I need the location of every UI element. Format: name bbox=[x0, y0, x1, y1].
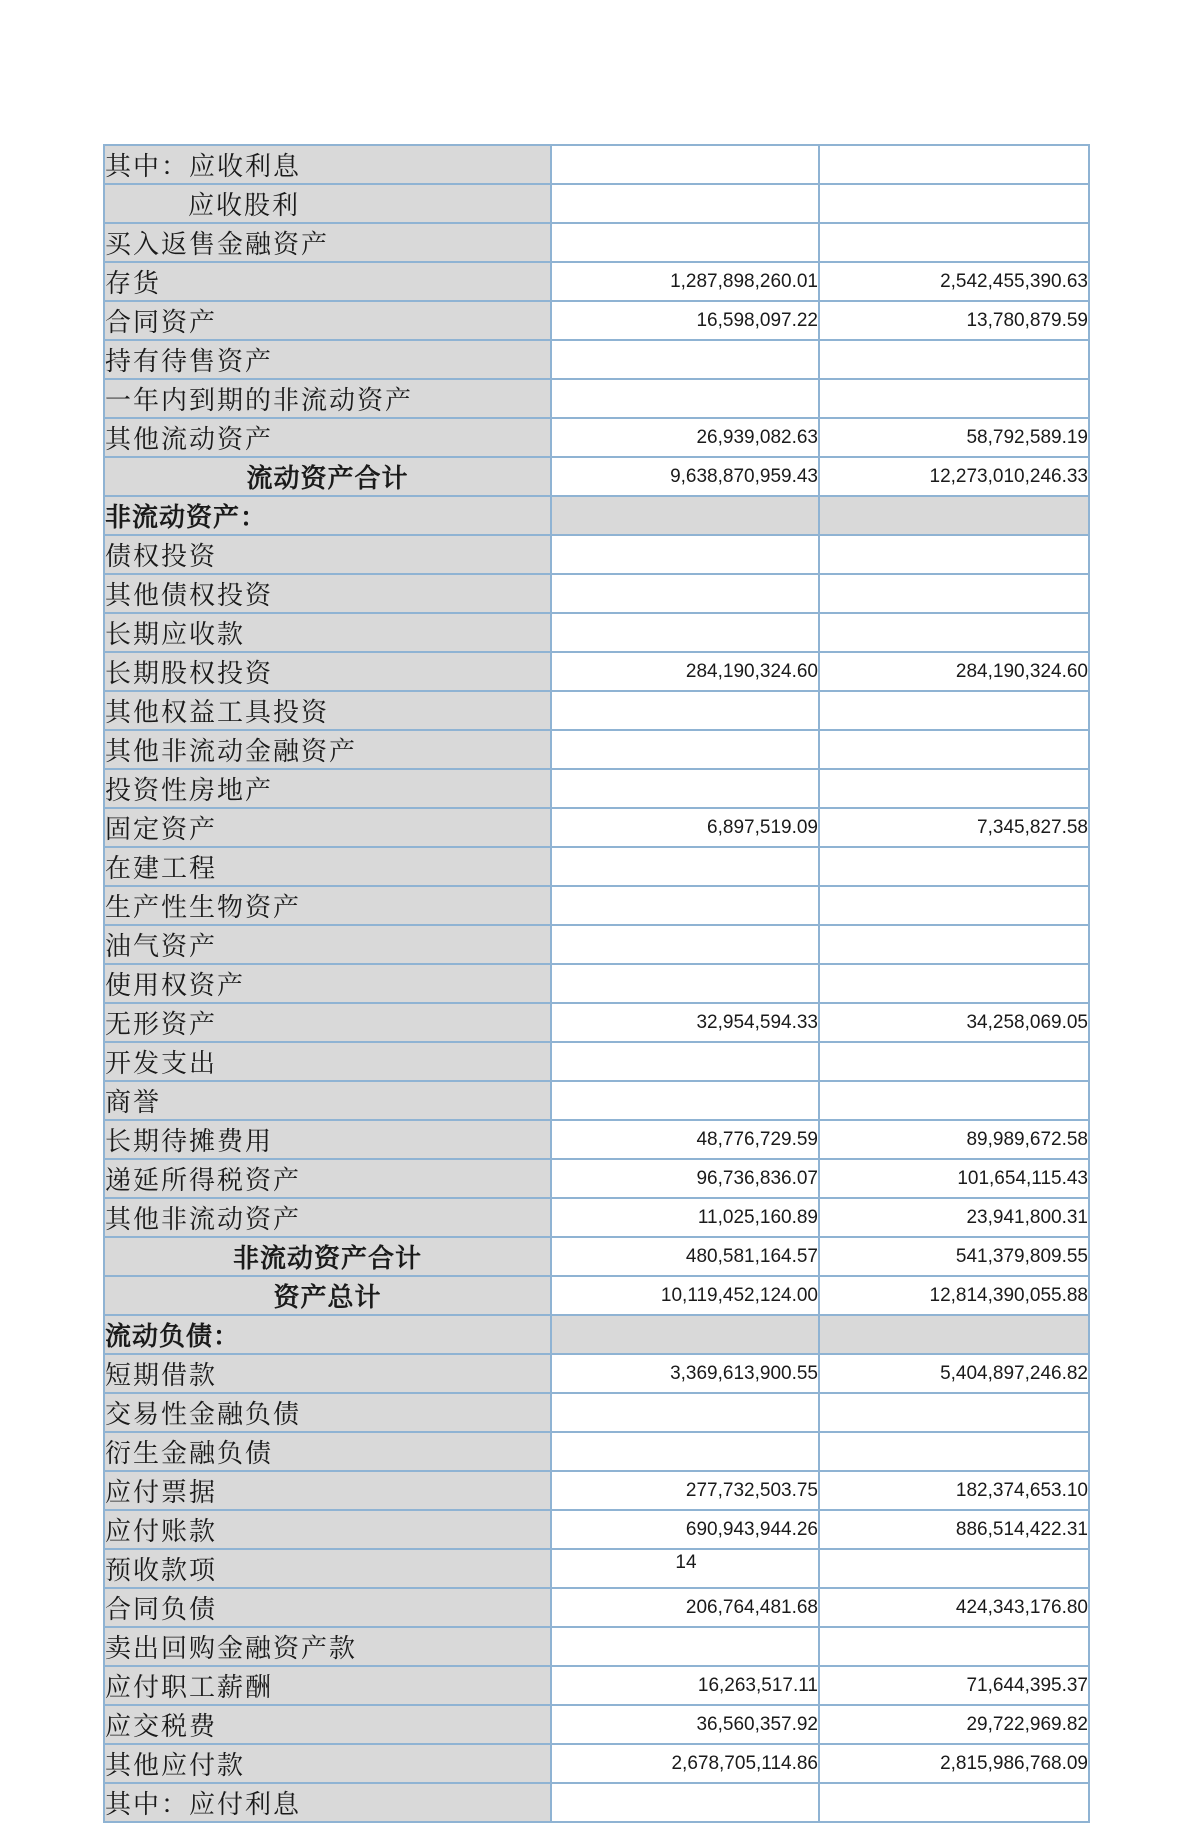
amount-col1-cell: 11,025,160.89 bbox=[551, 1198, 819, 1237]
amount-col1-cell: 32,954,594.33 bbox=[551, 1003, 819, 1042]
amount-col1-cell: 480,581,164.57 bbox=[551, 1237, 819, 1276]
amount-col2-cell bbox=[819, 574, 1089, 613]
table-row bbox=[104, 652, 1089, 691]
amount-col1-cell bbox=[551, 223, 819, 262]
amount-col2-cell bbox=[819, 691, 1089, 730]
amount-col1-cell: 690,943,944.26 bbox=[551, 1510, 819, 1549]
amount-col2-cell: 101,654,115.43 bbox=[819, 1159, 1089, 1198]
amount-col2-cell bbox=[819, 1315, 1089, 1354]
amount-col1-cell: 48,776,729.59 bbox=[551, 1120, 819, 1159]
item-label-cell: 在建工程 bbox=[104, 847, 551, 886]
table-row bbox=[104, 340, 1089, 379]
amount-col1-cell: 10,119,452,124.00 bbox=[551, 1276, 819, 1315]
table-row bbox=[104, 145, 1089, 184]
item-label-cell: 流动资产合计 bbox=[104, 457, 551, 496]
amount-col1-cell: 96,736,836.07 bbox=[551, 1159, 819, 1198]
amount-col1-cell bbox=[551, 847, 819, 886]
item-label-cell: 投资性房地产 bbox=[104, 769, 551, 808]
item-label-cell: 非流动资产： bbox=[104, 496, 551, 535]
table-row bbox=[104, 1393, 1089, 1432]
amount-col2-cell bbox=[819, 847, 1089, 886]
table-row bbox=[104, 1588, 1089, 1627]
item-label-cell: 其他应付款 bbox=[104, 1744, 551, 1783]
table-row bbox=[104, 1627, 1089, 1666]
amount-col1-cell bbox=[551, 730, 819, 769]
amount-col2-cell bbox=[819, 1042, 1089, 1081]
table-row bbox=[104, 1042, 1089, 1081]
amount-col1-cell: 284,190,324.60 bbox=[551, 652, 819, 691]
amount-col1-cell bbox=[551, 184, 819, 223]
table-row bbox=[104, 1432, 1089, 1471]
table-row bbox=[104, 535, 1089, 574]
table-row bbox=[104, 1705, 1089, 1744]
table-row bbox=[104, 574, 1089, 613]
amount-col1-cell bbox=[551, 1432, 819, 1471]
table-row bbox=[104, 496, 1089, 535]
amount-col2-cell bbox=[819, 613, 1089, 652]
amount-col1-cell bbox=[551, 1393, 819, 1432]
item-label-cell: 衍生金融负债 bbox=[104, 1432, 551, 1471]
table-row bbox=[104, 1003, 1089, 1042]
amount-col2-cell bbox=[819, 1783, 1089, 1822]
item-label-cell: 无形资产 bbox=[104, 1003, 551, 1042]
item-label-cell: 应付职工薪酬 bbox=[104, 1666, 551, 1705]
amount-col2-cell bbox=[819, 1627, 1089, 1666]
item-label-cell: 其中：应付利息 bbox=[104, 1783, 551, 1822]
table-row bbox=[104, 730, 1089, 769]
item-label-cell: 固定资产 bbox=[104, 808, 551, 847]
table-row bbox=[104, 1081, 1089, 1120]
item-label-cell: 合同资产 bbox=[104, 301, 551, 340]
amount-col1-cell: 9,638,870,959.43 bbox=[551, 457, 819, 496]
amount-col1-cell: 16,263,517.11 bbox=[551, 1666, 819, 1705]
item-label-cell: 油气资产 bbox=[104, 925, 551, 964]
table-row bbox=[104, 1198, 1089, 1237]
amount-col2-cell bbox=[819, 1393, 1089, 1432]
amount-col1-cell: 26,939,082.63 bbox=[551, 418, 819, 457]
table-row bbox=[104, 886, 1089, 925]
table-row bbox=[104, 769, 1089, 808]
amount-col2-cell: 12,814,390,055.88 bbox=[819, 1276, 1089, 1315]
item-label-cell: 其他权益工具投资 bbox=[104, 691, 551, 730]
table-row bbox=[104, 1549, 1089, 1588]
item-label-cell: 其中：应收利息 bbox=[104, 145, 551, 184]
amount-col1-cell: 2,678,705,114.86 bbox=[551, 1744, 819, 1783]
amount-col1-cell bbox=[551, 1315, 819, 1354]
table-row bbox=[104, 184, 1089, 223]
amount-col1-cell bbox=[551, 613, 819, 652]
amount-col2-cell: 284,190,324.60 bbox=[819, 652, 1089, 691]
item-label-cell: 卖出回购金融资产款 bbox=[104, 1627, 551, 1666]
amount-col2-cell: 541,379,809.55 bbox=[819, 1237, 1089, 1276]
table-row bbox=[104, 301, 1089, 340]
item-label-cell: 长期股权投资 bbox=[104, 652, 551, 691]
amount-col1-cell: 6,897,519.09 bbox=[551, 808, 819, 847]
amount-col1-cell bbox=[551, 535, 819, 574]
amount-col1-cell: 16,598,097.22 bbox=[551, 301, 819, 340]
table-row bbox=[104, 1237, 1089, 1276]
balance-sheet-table bbox=[103, 144, 1090, 1823]
item-label-cell: 其他非流动金融资产 bbox=[104, 730, 551, 769]
amount-col1-cell bbox=[551, 769, 819, 808]
table-row bbox=[104, 1120, 1089, 1159]
item-label-cell: 使用权资产 bbox=[104, 964, 551, 1003]
amount-col2-cell bbox=[819, 964, 1089, 1003]
amount-col1-cell bbox=[551, 379, 819, 418]
amount-col1-cell: 277,732,503.75 bbox=[551, 1471, 819, 1510]
amount-col2-cell: 89,989,672.58 bbox=[819, 1120, 1089, 1159]
amount-col1-cell bbox=[551, 1042, 819, 1081]
amount-col1-cell bbox=[551, 1081, 819, 1120]
amount-col2-cell bbox=[819, 886, 1089, 925]
item-label-cell: 预收款项 bbox=[104, 1549, 551, 1588]
amount-col1-cell bbox=[551, 574, 819, 613]
table-row bbox=[104, 1471, 1089, 1510]
amount-col2-cell bbox=[819, 1081, 1089, 1120]
amount-col1-cell bbox=[551, 691, 819, 730]
amount-col2-cell: 23,941,800.31 bbox=[819, 1198, 1089, 1237]
amount-col2-cell: 5,404,897,246.82 bbox=[819, 1354, 1089, 1393]
amount-col1-cell bbox=[551, 925, 819, 964]
amount-col2-cell: 34,258,069.05 bbox=[819, 1003, 1089, 1042]
amount-col1-cell bbox=[551, 496, 819, 535]
amount-col2-cell: 182,374,653.10 bbox=[819, 1471, 1089, 1510]
amount-col1-cell: 206,764,481.68 bbox=[551, 1588, 819, 1627]
table-row bbox=[104, 1744, 1089, 1783]
item-label-cell: 合同负债 bbox=[104, 1588, 551, 1627]
amount-col2-cell: 2,542,455,390.63 bbox=[819, 262, 1089, 301]
amount-col2-cell: 7,345,827.58 bbox=[819, 808, 1089, 847]
table-row bbox=[104, 457, 1089, 496]
amount-col2-cell bbox=[819, 223, 1089, 262]
item-label-cell: 长期应收款 bbox=[104, 613, 551, 652]
amount-col2-cell: 13,780,879.59 bbox=[819, 301, 1089, 340]
amount-col1-cell: 36,560,357.92 bbox=[551, 1705, 819, 1744]
table-row bbox=[104, 1276, 1089, 1315]
amount-col1-cell bbox=[551, 1627, 819, 1666]
item-label-cell: 应付账款 bbox=[104, 1510, 551, 1549]
table-row bbox=[104, 847, 1089, 886]
amount-col1-cell bbox=[551, 340, 819, 379]
amount-col1-cell bbox=[551, 1783, 819, 1822]
balance-sheet-body bbox=[104, 145, 1089, 1822]
table-row bbox=[104, 808, 1089, 847]
table-row bbox=[104, 1315, 1089, 1354]
amount-col1-cell bbox=[551, 145, 819, 184]
table-row bbox=[104, 262, 1089, 301]
amount-col2-cell: 71,644,395.37 bbox=[819, 1666, 1089, 1705]
amount-col2-cell: 886,514,422.31 bbox=[819, 1510, 1089, 1549]
table-row bbox=[104, 418, 1089, 457]
item-label-cell: 一年内到期的非流动资产 bbox=[104, 379, 551, 418]
item-label-cell: 买入返售金融资产 bbox=[104, 223, 551, 262]
amount-col2-cell bbox=[819, 145, 1089, 184]
page-number: 14 bbox=[675, 1552, 697, 1573]
table-row bbox=[104, 1510, 1089, 1549]
item-label-cell: 流动负债： bbox=[104, 1315, 551, 1354]
item-label-cell: 持有待售资产 bbox=[104, 340, 551, 379]
amount-col1-cell: 1,287,898,260.01 bbox=[551, 262, 819, 301]
amount-col2-cell: 2,815,986,768.09 bbox=[819, 1744, 1089, 1783]
table-row bbox=[104, 1159, 1089, 1198]
amount-col2-cell bbox=[819, 1549, 1089, 1588]
table-row bbox=[104, 964, 1089, 1003]
table-row bbox=[104, 223, 1089, 262]
item-label-cell: 资产总计 bbox=[104, 1276, 551, 1315]
table-row bbox=[104, 379, 1089, 418]
table-row bbox=[104, 613, 1089, 652]
table-row bbox=[104, 1354, 1089, 1393]
item-label-cell: 其他债权投资 bbox=[104, 574, 551, 613]
item-label-cell: 交易性金融负债 bbox=[104, 1393, 551, 1432]
item-label-cell: 存货 bbox=[104, 262, 551, 301]
amount-col2-cell: 29,722,969.82 bbox=[819, 1705, 1089, 1744]
amount-col1-cell: 3,369,613,900.55 bbox=[551, 1354, 819, 1393]
amount-col2-cell: 12,273,010,246.33 bbox=[819, 457, 1089, 496]
item-label-cell: 其他非流动资产 bbox=[104, 1198, 551, 1237]
item-label-cell: 生产性生物资产 bbox=[104, 886, 551, 925]
item-label-cell: 长期待摊费用 bbox=[104, 1120, 551, 1159]
item-label-cell: 应收股利 bbox=[104, 184, 551, 223]
amount-col2-cell bbox=[819, 535, 1089, 574]
amount-col2-cell bbox=[819, 925, 1089, 964]
table-row bbox=[104, 925, 1089, 964]
item-label-cell: 债权投资 bbox=[104, 535, 551, 574]
item-label-cell: 应交税费 bbox=[104, 1705, 551, 1744]
table-row bbox=[104, 1666, 1089, 1705]
table-row bbox=[104, 1783, 1089, 1822]
item-label-cell: 非流动资产合计 bbox=[104, 1237, 551, 1276]
amount-col2-cell bbox=[819, 340, 1089, 379]
amount-col2-cell bbox=[819, 496, 1089, 535]
amount-col2-cell bbox=[819, 730, 1089, 769]
amount-col2-cell: 424,343,176.80 bbox=[819, 1588, 1089, 1627]
amount-col2-cell bbox=[819, 184, 1089, 223]
amount-col1-cell bbox=[551, 886, 819, 925]
item-label-cell: 应付票据 bbox=[104, 1471, 551, 1510]
amount-col2-cell bbox=[819, 1432, 1089, 1471]
item-label-cell: 其他流动资产 bbox=[104, 418, 551, 457]
amount-col1-cell bbox=[551, 964, 819, 1003]
table-row bbox=[104, 691, 1089, 730]
item-label-cell: 递延所得税资产 bbox=[104, 1159, 551, 1198]
amount-col2-cell bbox=[819, 769, 1089, 808]
item-label-cell: 开发支出 bbox=[104, 1042, 551, 1081]
item-label-cell: 短期借款 bbox=[104, 1354, 551, 1393]
amount-col2-cell bbox=[819, 379, 1089, 418]
item-label-cell: 商誉 bbox=[104, 1081, 551, 1120]
amount-col2-cell: 58,792,589.19 bbox=[819, 418, 1089, 457]
